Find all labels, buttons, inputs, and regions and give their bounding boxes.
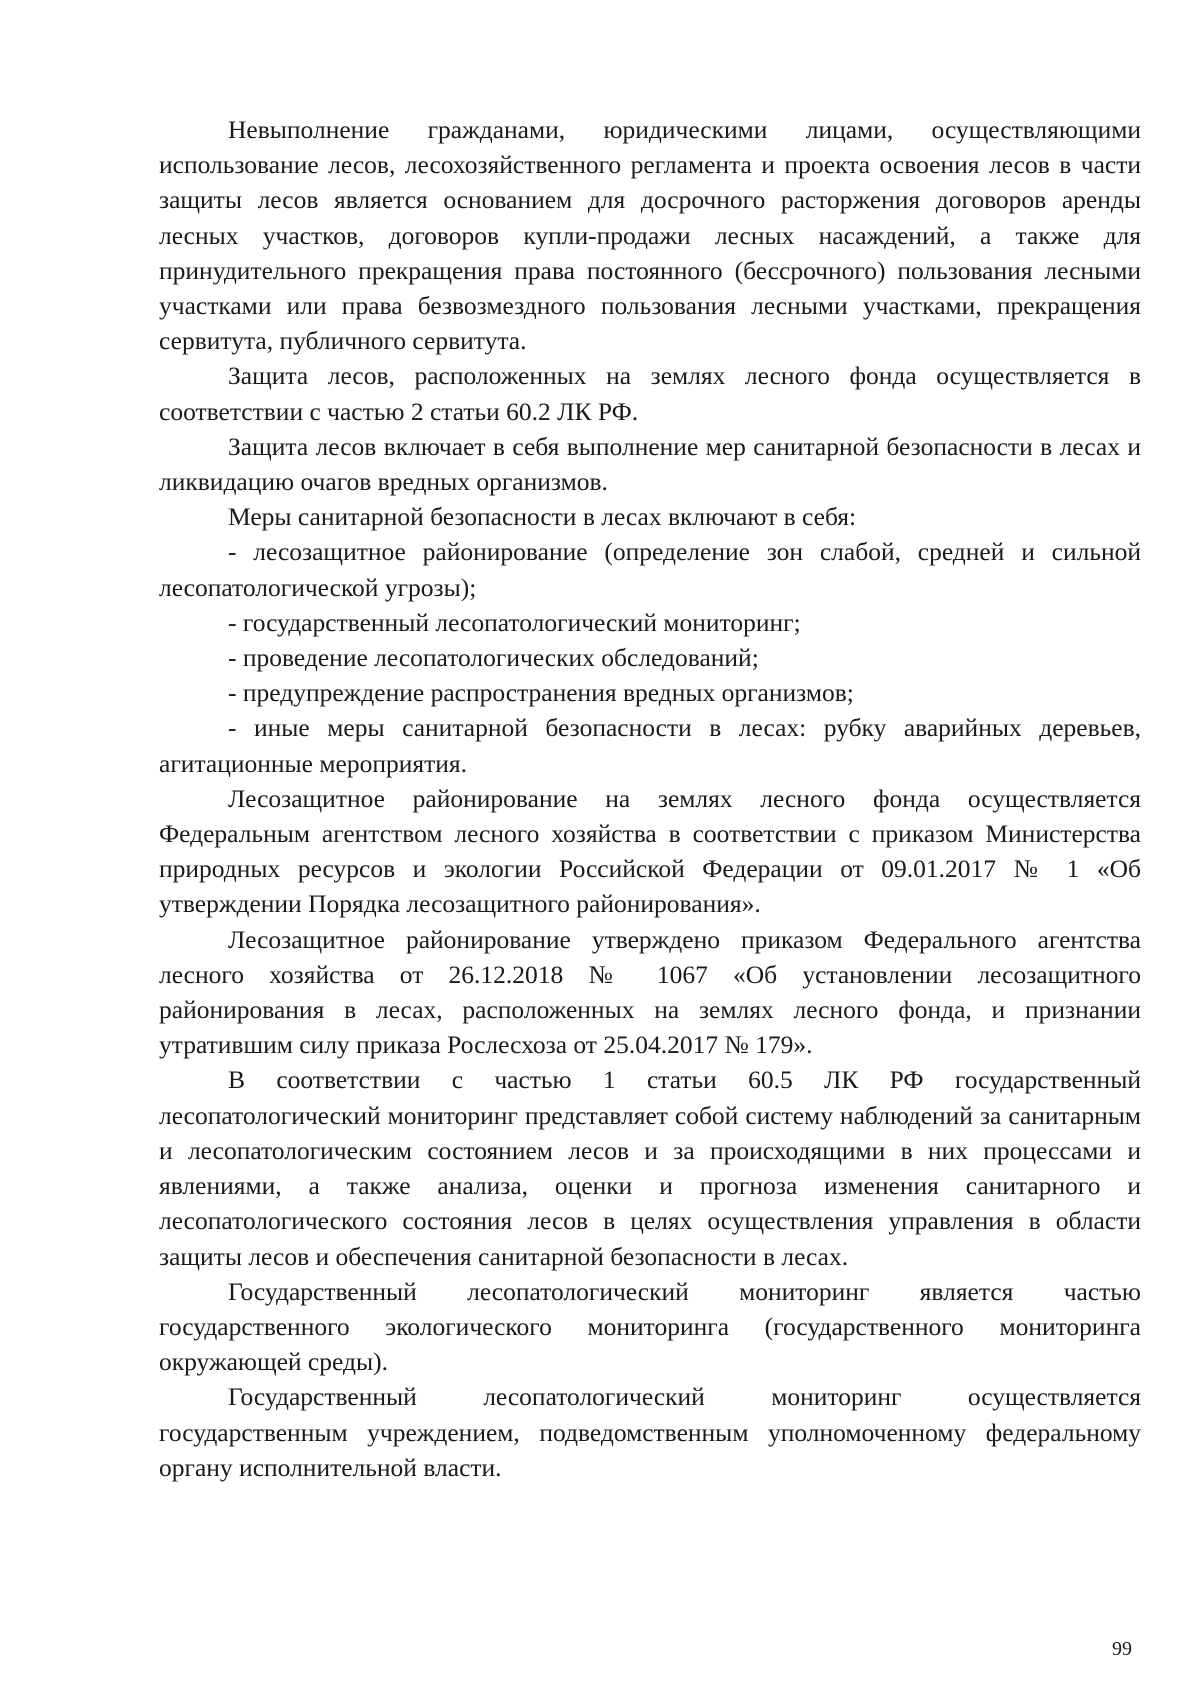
paragraph: В соответствии с частью 1 статьи 60.5 ЛК РФ государственный лесопатологический мониторинг представляет собой систему наблюдений за санитарным и лесопатологическим состоянием лесов и за происходящими в них процессами и явлениями, а также анализа, оценки и прогноза изменения санитарного и лесопатологического состояния лесов в целях осуществления управления в области защиты лесов и обеспечения санитарной безопасности в лесах. — [159, 1065, 1141, 1271]
paragraph: Меры санитарной безопасности в лесах включают в себя: — [228, 502, 857, 532]
document-body — [159, 112, 1141, 1485]
paragraph: Защита лесов, расположенных на землях лесного фонда осуществляется в соответствии с частью 2 статьи 60.2 ЛК РФ. — [159, 361, 1141, 426]
paragraph: Защита лесов включает в себя выполнение мер санитарной безопасности в лесах и ликвидацию очагов вредных организмов. — [159, 431, 1141, 497]
paragraph: Невыполнение гражданами, юридическими лицами, осуществляющими использование лесов, лесохозяйственного регламента и проекта освоения лесов в части защиты лесов является основанием для досрочного расторжения договоров аренды лесных участков, договоров купли-продажи лесных насаждений, а также для принудительного прекращения права постоянного (бессрочного) пользования лесными участками или права безвозмездного пользования лесными участками, прекращения сервитута, публичного сервитута. — [159, 115, 1141, 356]
page-number: 99 — [1112, 1638, 1132, 1660]
list-item: - проведение лесопатологических обследований; — [228, 643, 759, 673]
paragraph: Лесозащитное районирование утверждено приказом Федерального агентства лесного хозяйства от 26.12.2018 № 1067 «Об установлении лесозащитного районирования в лесах, расположенных на землях лесного фонда, и признании утратившим силу приказа Рослесхоза от 25.04.2017 № 179». — [159, 924, 1141, 1060]
list-item: - лесозащитное районирование (определение зон слабой, средней и сильной лесопатологической угрозы); — [159, 537, 1141, 602]
list-item: - предупреждение распространения вредных организмов; — [228, 678, 854, 708]
paragraph: Государственный лесопатологический мониторинг осуществляется государственным учреждением, подведомственным уполномоченному федеральному органу исполнительной власти. — [159, 1382, 1141, 1482]
list-item: - иные меры санитарной безопасности в лесах: рубку аварийных деревьев, агитационные мероприятия. — [159, 713, 1141, 778]
paragraph: Государственный лесопатологический мониторинг является частью государственного экологического мониторинга (государственного мониторинга окружающей среды). — [159, 1276, 1141, 1377]
list-item: - государственный лесопатологический мониторинг; — [228, 607, 801, 637]
paragraph: Лесозащитное районирование на землях лесного фонда осуществляется Федеральным агентством лесного хозяйства в соответствии с приказом Министерства природных ресурсов и экологии Российской Федерации от 09.01.2017 № 1 «Об утверждении Порядка лесозащитного районирования». — [159, 783, 1141, 919]
